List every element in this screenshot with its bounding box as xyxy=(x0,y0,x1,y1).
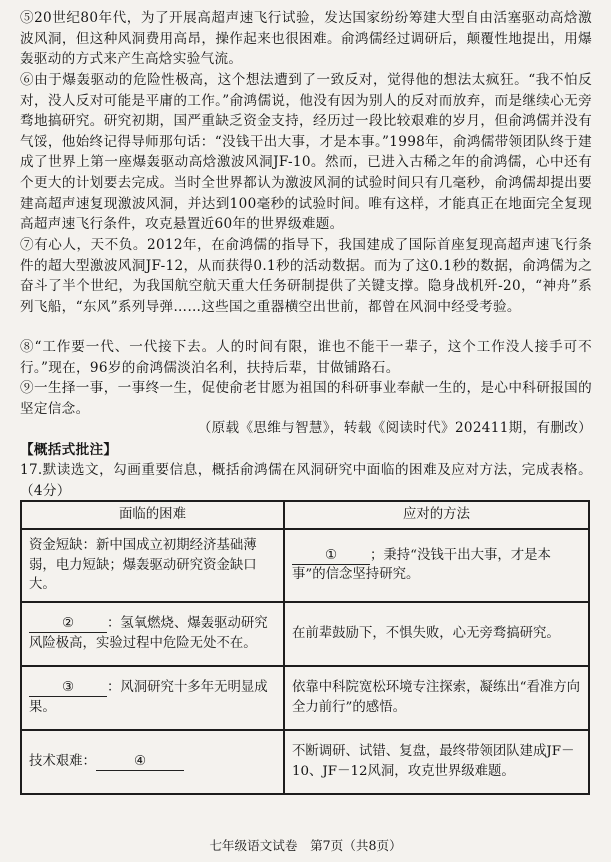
paragraph-6: ⑥由于爆轰驱动的危险性极高，这个想法遭到了一致反对，觉得他的想法太疯狂。“我不怕反对，没人反对可能是平庸的工作。”俞鸿儒说，他没有因为别人的反对而放弃，而是继续心无旁骛地搞研究。研究初期，国严重缺乏资金支持，经历过一段比较艰难的岁月，但俞鸿儒并没有气馁，他始终记得导师那句话：“没钱干出大事，才是本事。”1998年，俞鸿儒带领团队终于建成了世界上第一座爆轰驱动高焓激波风洞JF-10。然而，已进入古稀之年的俞鸿儒，心中还有个更大的计划要去完成。当时全世界都认为激波风洞的试验时间只有几毫秒，俞鸿儒却提出要建高超声速复现激波风洞，并达到100毫秒的试验时间。唯有这样，才能真正在地面完全复现高超声速飞行条件，攻克悬置近60年的世界级难题。 xyxy=(20,72,592,233)
difficulty-text-3: ：风洞研究十多年无明显成果。 xyxy=(29,680,268,715)
method-text-1: ；秉持“没钱干出大事，才是本事”的信念坚持研究。 xyxy=(292,547,551,583)
header-method: 应对的方法 xyxy=(284,501,589,529)
answer-table xyxy=(20,500,590,795)
section-title: 【概括式批注】 xyxy=(20,442,118,458)
method-cell-4: 不断调研、试错、复盘，最终带领团队建成JF－10、JF－12风洞，攻克世界级难题。 xyxy=(284,730,589,794)
difficulty-cell-2 xyxy=(21,602,284,666)
paragraph-8: ⑧“工作要一代、一代接下去。人的时间有限，谁也不能干一辈子，这个工作没人接手可不行。”现在，96岁的俞鸿儒淡泊名利，扶持后辈，甘做铺路石。 xyxy=(20,339,592,376)
paragraph-9: ⑨一生择一事，一事终一生，促使俞老甘愿为祖国的科研事业奉献一生的，是心中科研报国的坚定信念。 xyxy=(20,380,592,417)
paragraph-5: ⑤20世纪80年代，为了开展高超声速飞行试验，发达国家纷纷筹建大型自由活塞驱动高焓激波风洞，但这种风洞费用高昂，操作起来也很困难。俞鸿儒经过调研后，颠覆性地提出，用爆轰驱动的方式来产生高焓实验气流。 xyxy=(20,10,592,68)
table-header-row xyxy=(21,501,589,529)
table-row xyxy=(21,666,589,730)
answer-blank-1[interactable]: ① xyxy=(292,548,370,565)
method-cell-2: 在前辈鼓励下，不惧失败，心无旁骛搞研究。 xyxy=(284,602,589,666)
table-row xyxy=(21,602,589,666)
difficulty-cell-3 xyxy=(21,666,284,730)
source-citation: （原载《思维与智慧》，转载《阅读时代》202411期，有删改） xyxy=(197,420,592,436)
header-difficulty: 面临的困难 xyxy=(21,501,284,529)
question-17: 17.默读选文，勾画重要信息，概括俞鸿儒在风洞研究中面临的困难及应对方法，完成表格。（4分） xyxy=(20,462,592,499)
method-cell-1 xyxy=(284,529,589,602)
method-cell-3: 依靠中科院宽松环境专注探索，凝练出“看准方向全力前行”的感悟。 xyxy=(284,666,589,730)
answer-blank-4[interactable]: ④ xyxy=(96,754,184,771)
difficulty-cell-4 xyxy=(21,730,284,794)
page-footer: 七年级语文试卷 第7页（共8页） xyxy=(209,838,402,853)
answer-blank-2[interactable]: ② xyxy=(29,616,107,633)
answer-blank-3[interactable]: ③ xyxy=(29,680,107,697)
table-row xyxy=(21,529,589,602)
difficulty-text-2: ：氢氧燃烧、爆轰驱动研究风险极高，实验过程中危险无处不在。 xyxy=(29,616,268,651)
difficulty-cell-1: 资金短缺：新中国成立初期经济基础薄弱，电力短缺；爆轰驱动研究资金缺口大。 xyxy=(21,529,284,602)
table-row xyxy=(21,730,589,794)
difficulty-label-4: 技术艰难： xyxy=(29,753,96,769)
paragraph-7: ⑦有心人，天不负。2012年，在俞鸿儒的指导下，我国建成了国际首座复现高超声速飞行条件的超大型激波风洞JF-12，从而获得0.1秒的活动数据。而为了这0.1秒的数据，俞鸿儒为之奋斗了半个世纪，为我国航空航天重大任务研制提供了关键支撑。隐身战机歼-20，“神舟”系列飞船，“东风”系列导弹……这些国之重器横空出世前，都曾在风洞中经受考验。 xyxy=(20,237,592,315)
